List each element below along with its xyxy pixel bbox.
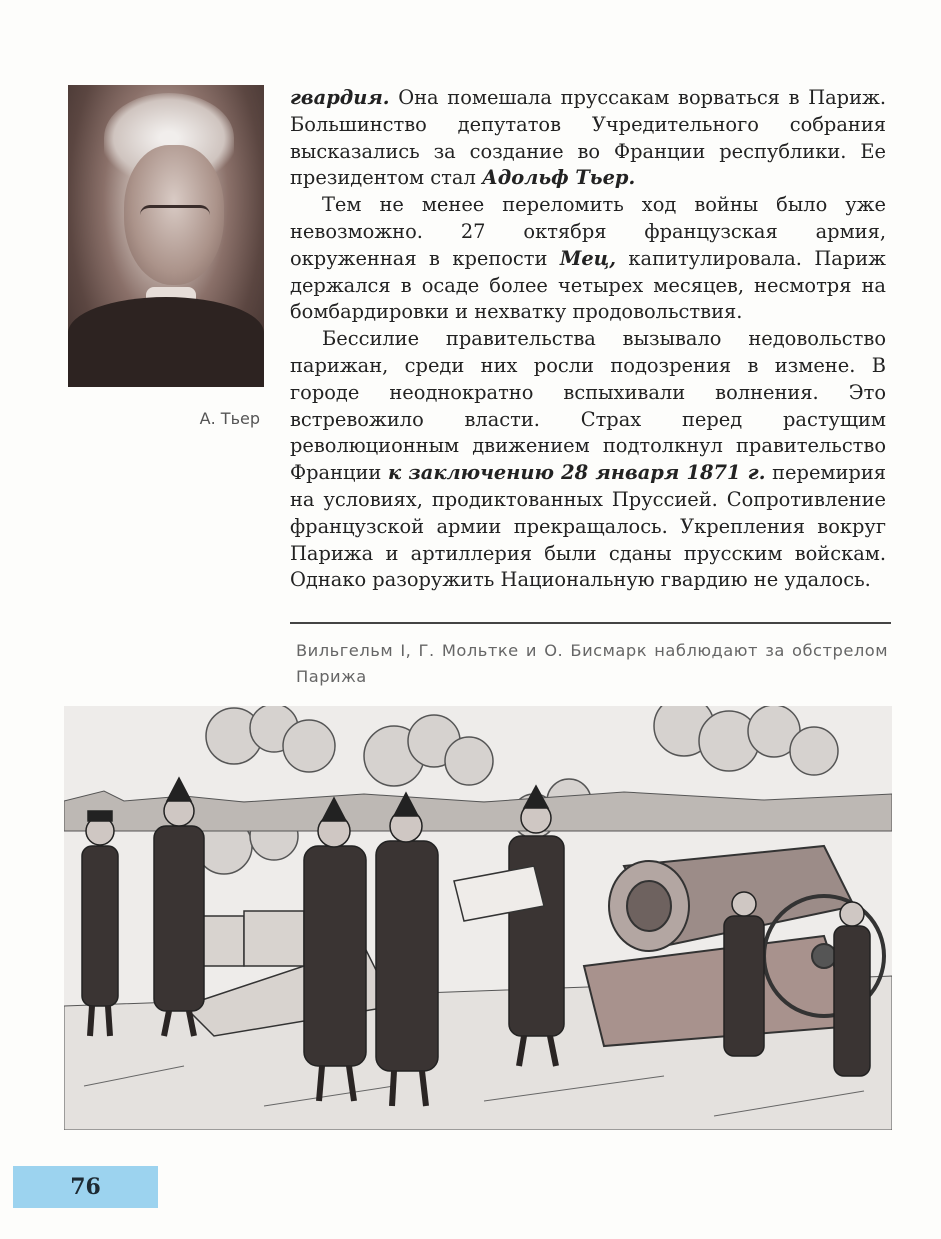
paragraph-1 bbox=[290, 85, 886, 192]
siege-illustration bbox=[64, 706, 892, 1130]
body-text bbox=[290, 85, 886, 594]
term-armistice-date: к заключению 28 января 1871 г. bbox=[388, 461, 766, 485]
paragraph-3-text-a: Бессилие правительства вызывало недовольство парижан, среди них росли подозрения в измене. В городе неоднократно вспыхивали волнения. Это встревожило власти. Страх перед растущим революционным движением подтолкнул правительство Франции bbox=[290, 327, 886, 485]
paragraph-2 bbox=[290, 192, 886, 326]
paragraph-2-text-a: Тем не менее переломить ход войны было уже невозможно. 27 октября французская армия, окруженная в крепости bbox=[290, 193, 886, 270]
paragraph-3-text-b: перемирия на условиях, продиктованных Пруссией. Сопротивление французской армии прекращалось. Укрепления вокруг Парижа и артиллерия были сданы прусским войскам. Однако разоружить Национальную гвардию не удалось. bbox=[290, 461, 886, 592]
term-guard: гвардия. bbox=[290, 86, 390, 109]
term-thiers: Адольф Тьер. bbox=[481, 166, 636, 190]
paragraph-1-text: Она помешала пруссакам ворваться в Париж. Большинство депутатов Учредительного собрания высказались за создание во Франции республики. Ее президентом стал bbox=[290, 86, 886, 190]
paragraph-3 bbox=[290, 326, 886, 594]
term-metz: Мец, bbox=[559, 246, 616, 270]
divider-line bbox=[290, 622, 891, 624]
portrait-coat bbox=[68, 297, 264, 387]
portrait-caption: А. Тьер bbox=[199, 409, 260, 428]
thiers-portrait bbox=[68, 85, 264, 387]
paragraph-2-text-b: капитулировала. Париж держался в осаде более четырех месяцев, несмотря на бомбардировки и нехватку продовольствия. bbox=[290, 246, 886, 324]
portrait-glasses bbox=[140, 205, 210, 226]
illustration-caption: Вильгельм I, Г. Мольтке и О. Бисмарк наблюдают за обстрелом Парижа bbox=[296, 641, 888, 686]
page-number-badge: 76 bbox=[13, 1166, 158, 1208]
siege-illustration-drawing bbox=[64, 706, 892, 1130]
